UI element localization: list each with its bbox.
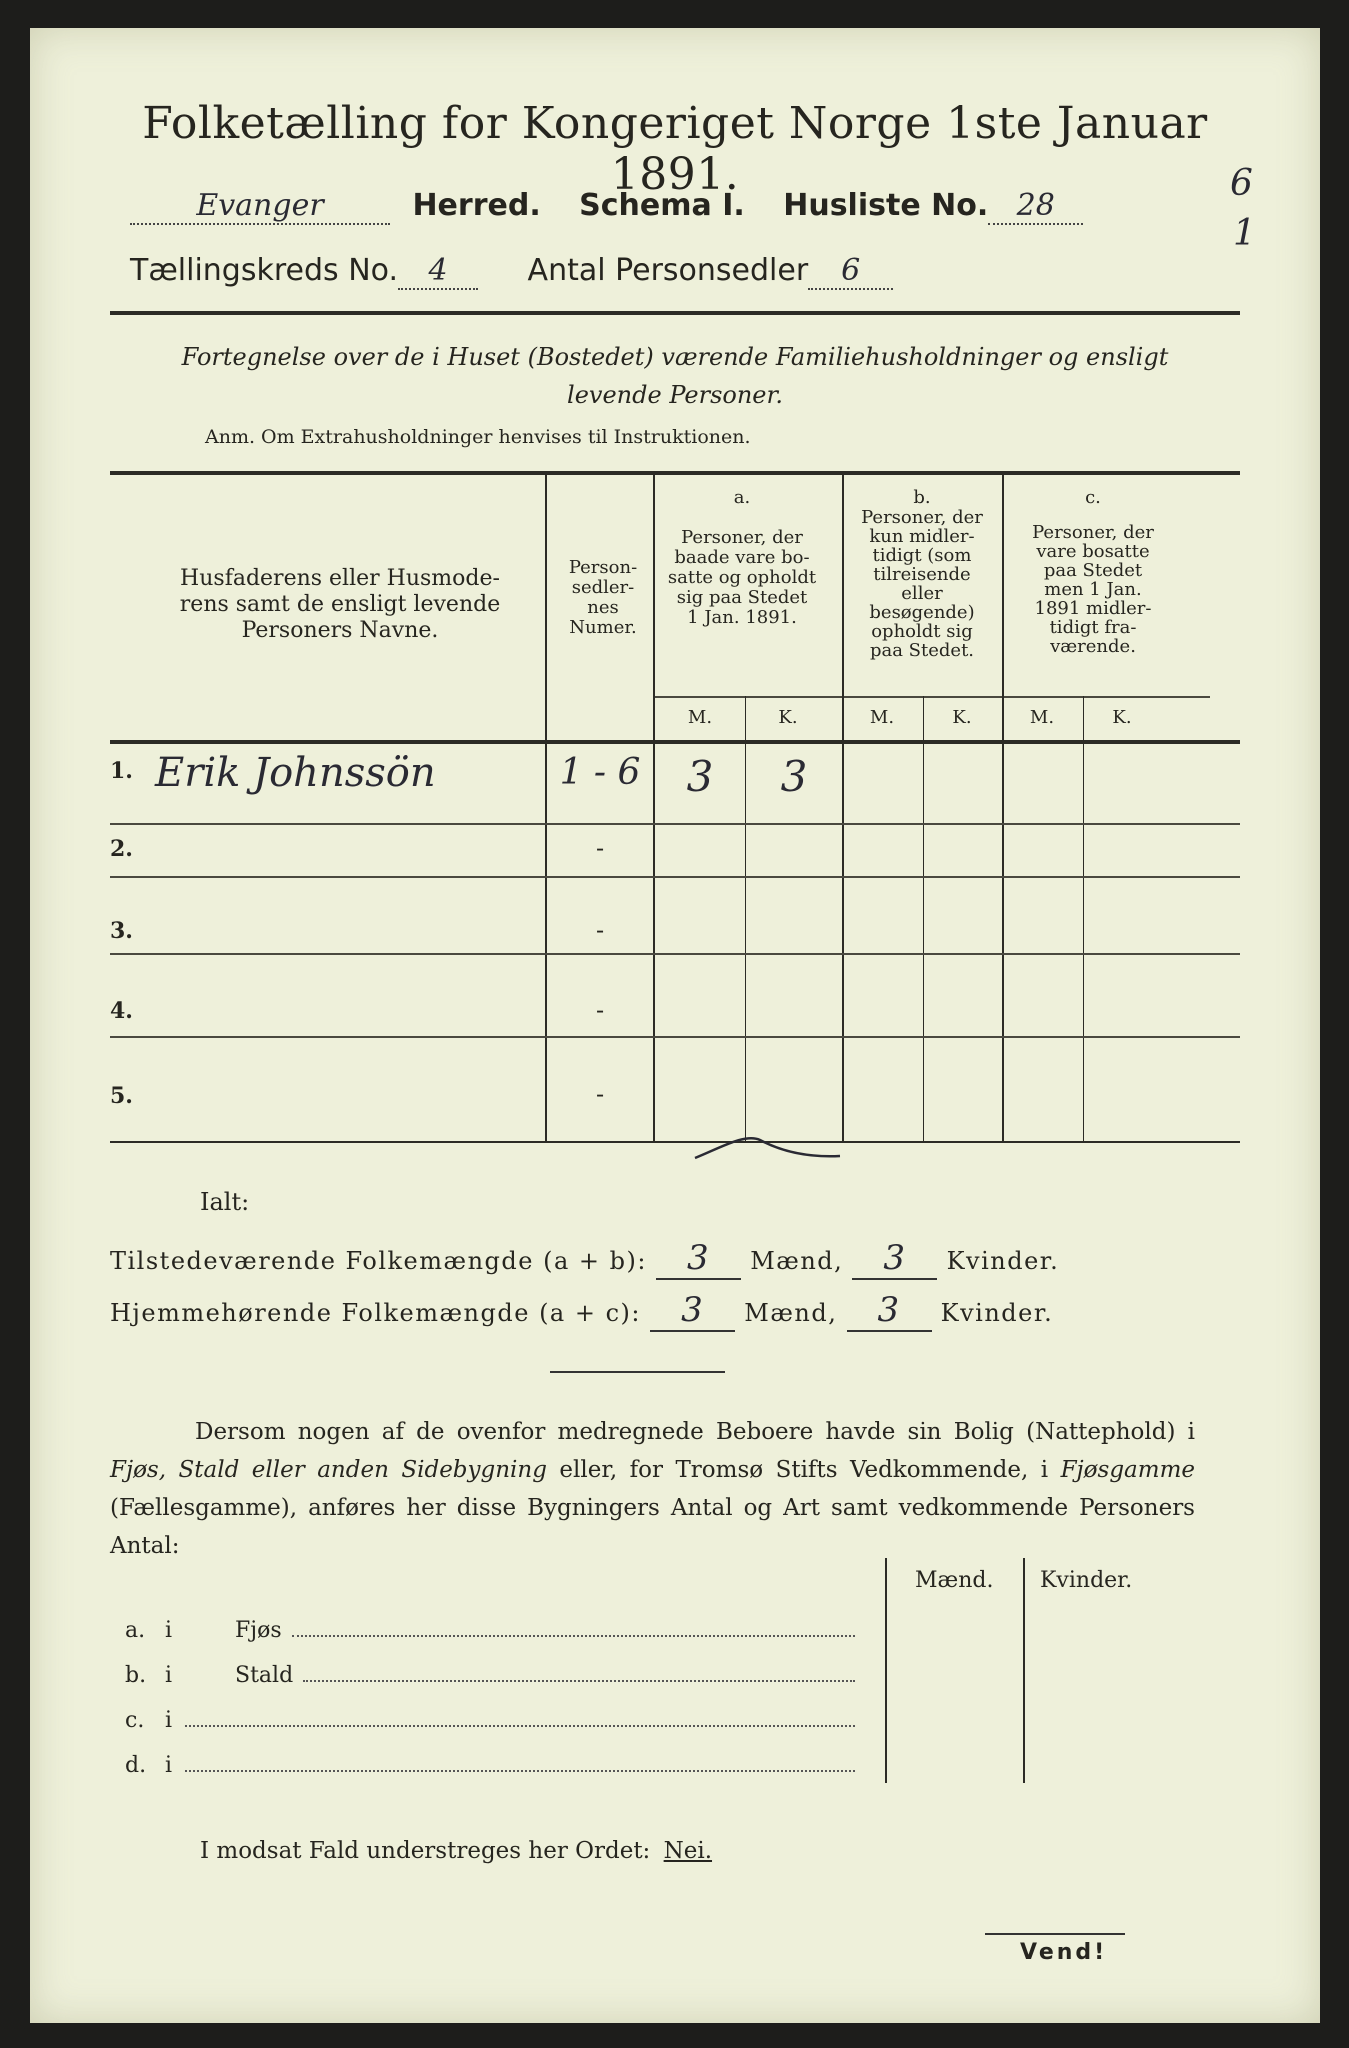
header-c-letter: c.	[1085, 487, 1101, 508]
row-3-sedler: -	[595, 916, 605, 944]
hjemme-kvinder: Kvinder.	[940, 1299, 1054, 1327]
header-a: Personer, der baade vare bo- satte og opholdt sig paa Stedet 1 Jan. 1891.	[667, 527, 817, 628]
row-5-num: 5.	[110, 1083, 133, 1109]
hjemme-label: Hjemmehørende Folkemængde (a + c):	[110, 1299, 641, 1327]
row-4-rule	[110, 1036, 1240, 1038]
b-m-label: M.	[869, 707, 895, 728]
header-bottom-rule	[110, 740, 1240, 744]
row-4-sedler: -	[595, 996, 605, 1024]
hjemme-maend: Mænd,	[744, 1299, 838, 1327]
buildings-vline-1	[885, 1558, 887, 1783]
row-1-rule	[110, 823, 1240, 825]
building-item-b: b. i Stald	[125, 1663, 865, 1688]
header-names: Husfaderens eller Husmode- rens samt de ensligt levende Personers Navne.	[179, 566, 501, 643]
tilstede-label: Tilstedeværende Folkemængde (a + b):	[110, 1247, 647, 1275]
antal-value: 6	[808, 253, 893, 290]
kreds-label: Tællingskreds No.	[130, 253, 398, 288]
ialt-label: Ialt:	[200, 1188, 250, 1216]
building-item-d: d. i	[125, 1753, 865, 1778]
buildings-kvinder-header: Kvinder.	[1040, 1568, 1133, 1593]
b-k-label: K.	[952, 707, 972, 728]
mk-rule	[655, 696, 1210, 698]
row-1-a-k: 3	[780, 752, 808, 801]
husliste-label: Husliste No.	[783, 188, 989, 223]
tilstede-maend: Mænd,	[750, 1247, 844, 1275]
margin-fraction-top: 6	[1230, 163, 1253, 204]
vline-b-mk	[923, 696, 924, 1143]
c-k-label: K.	[1112, 707, 1132, 728]
row-2-sedler: -	[595, 834, 605, 862]
anm-note: Anm. Om Extrahusholdninger henvises til Instruktionen.	[205, 426, 751, 448]
buildings-paragraph: Dersom nogen af de ovenfor medregnede Beboere havde sin Bolig (Nattephold) i Fjøs, Stald eller anden Sidebygning eller, for Tromsø Stifts Vedkommende, i Fjøsgamme (Fællesgamme), anføres her disse Bygningers Antal og Art samt vedkommende Personers Antal:	[110, 1419, 1195, 1559]
herred-line	[130, 188, 1083, 225]
row-1-sedler: 1 - 6	[559, 752, 641, 793]
row-1-name: Erik Johnssön	[155, 750, 436, 796]
antal-label: Antal Personsedler	[527, 253, 809, 288]
census-form	[30, 28, 1320, 2023]
margin-fraction-bottom: 1	[1233, 213, 1256, 254]
table-top-rule	[110, 471, 1240, 475]
intro-line-1: Fortegnelse over de i Huset (Bostedet) værende Familiehusholdninger og ensligt	[181, 343, 1169, 371]
vline-names	[545, 475, 547, 1143]
pen-flourish	[690, 1128, 850, 1168]
intro-text	[110, 338, 1240, 414]
row-5-sedler: -	[595, 1080, 605, 1108]
header-b-letter: b.	[913, 487, 931, 508]
vline-b	[1002, 475, 1004, 1143]
row-2-rule	[110, 876, 1240, 878]
building-item-c: c. i	[125, 1708, 865, 1733]
building-item-a: a. i Fjøs	[125, 1618, 865, 1643]
header-c: Personer, der vare bosatte paa Stedet men 1 Jan. 1891 midler- tidigt fra- værende.	[1032, 522, 1154, 657]
modsat-line	[200, 1838, 712, 1864]
modsat-label: I modsat Fald understreges her Ordet:	[200, 1838, 651, 1864]
husliste-value: 28	[988, 188, 1083, 225]
vend-rule	[985, 1933, 1125, 1935]
header-sedler: Person- sedler- nes Numer.	[568, 557, 638, 638]
herred-value: Evanger	[130, 188, 390, 225]
tilstede-m: 3	[656, 1238, 741, 1280]
herred-label: Herred.	[412, 188, 541, 223]
c-m-label: M.	[1029, 707, 1055, 728]
buildings-vline-2	[1023, 1558, 1025, 1783]
row-3-rule	[110, 953, 1240, 955]
vline-a	[842, 475, 844, 1143]
header-a-letter: a.	[733, 487, 751, 508]
header-rule	[110, 311, 1240, 315]
vend-text: Vend!	[1020, 1940, 1108, 1965]
row-1-num: 1.	[110, 758, 133, 784]
schema-label: Schema I.	[579, 188, 745, 223]
kreds-value: 4	[398, 253, 478, 290]
buildings-maend-header: Mænd.	[915, 1568, 994, 1593]
intro-line-2: levende Personer.	[567, 381, 783, 409]
tilstede-k: 3	[852, 1238, 937, 1280]
table-bottom-rule	[110, 1141, 1240, 1143]
header-b: Personer, der kun midler- tidigt (som tilreisende eller besøgende) opholdt sig paa Stedet.	[861, 507, 983, 661]
row-1-a-m: 3	[686, 752, 714, 801]
short-divider	[550, 1371, 725, 1373]
row-2-num: 2.	[110, 836, 133, 862]
hjemme-m: 3	[650, 1290, 735, 1332]
tilstede-line	[110, 1238, 1059, 1280]
a-m-label: M.	[687, 707, 713, 728]
hjemme-k: 3	[847, 1290, 932, 1332]
hjemme-line	[110, 1290, 1053, 1332]
nei-word: Nei.	[663, 1838, 713, 1864]
a-k-label: K.	[778, 707, 798, 728]
kreds-line	[130, 253, 893, 290]
row-4-num: 4.	[110, 998, 133, 1024]
row-3-num: 3.	[110, 918, 133, 944]
tilstede-kvinder: Kvinder.	[946, 1247, 1060, 1275]
vline-c-mk	[1083, 696, 1084, 1143]
form-title: Folketælling for Kongeriget Norge 1ste Januar 1891.	[142, 98, 1208, 200]
vline-sedler	[653, 475, 655, 1143]
